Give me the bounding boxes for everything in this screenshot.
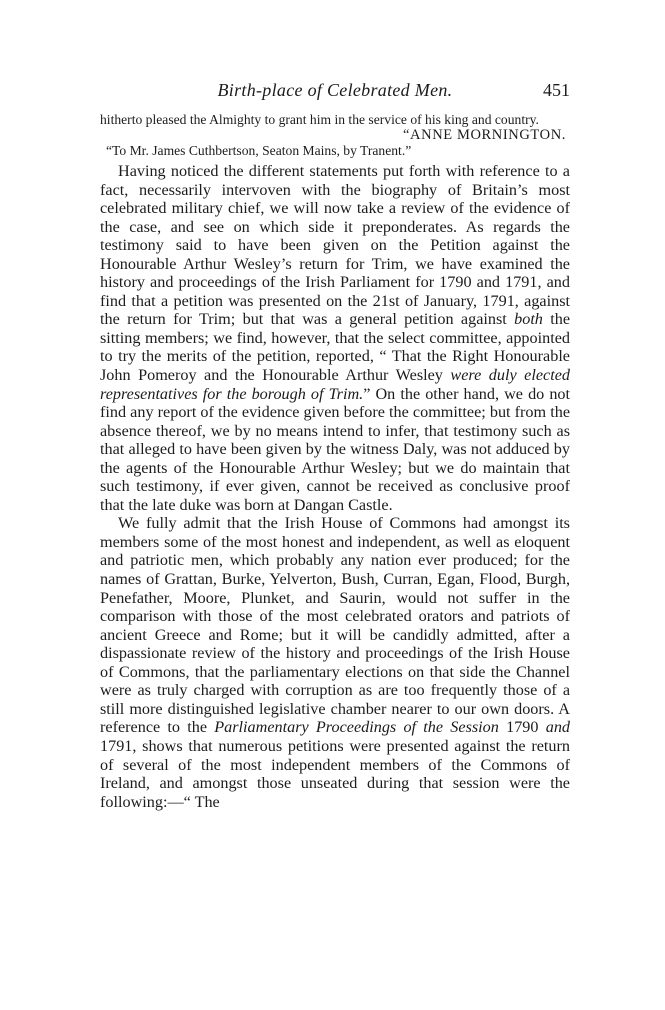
paragraph-1-italic-b: were duly elected representatives for the borough of Trim. — [100, 366, 570, 403]
running-head-title: Birth-place of Celebrated Men. — [217, 80, 453, 100]
paragraph-2-italic-a: Parliamentary Proceedings of the Session — [214, 718, 499, 737]
paragraph-2-text-b: 1790 — [498, 718, 546, 737]
paragraph-2-text-c: 1791, shows that numerous petitions were presented against the return of several of the most independent members of the Commons of Ireland, and amongst those unseated during that session were the following:—“ The — [100, 736, 570, 811]
running-head — [100, 80, 570, 104]
paragraph-1-text-b: the sitting members; we find, however, that the select committee, appointed to try the merits of the petition, reported, “ That the Right Honourable John Pomeroy and the Honourable Arthur Wesley — [100, 310, 571, 385]
paragraph-1-italic-a: both — [514, 310, 543, 329]
paragraph-1 — [100, 162, 570, 514]
paragraph-2-italic-b: and — [545, 718, 571, 737]
letter-closing-text: hitherto pleased the Almighty to grant him in the service of his king and country. — [100, 112, 539, 127]
letter-signature: “ANNE MORNINGTON. — [403, 127, 566, 143]
page-number: 451 — [543, 80, 570, 100]
paragraph-1-text-a: Having noticed the different statements put forth with reference to a fact, necessarily intervoven with the biography of Britain’s most celebrated military chief, we will now take a review of the evidence of the case, and see on which side it preponderates. As regards the testimony said to have been given on the Petition against the Honourable Arthur Wesley’s return for Trim, we have examined the history and proceedings of the Irish Parliament for 1790 and 1791, and find that a petition was presented on the 21st of January, 1791, against the return for Trim; but that was a general petition against — [100, 162, 570, 329]
page-body — [100, 113, 570, 811]
letter-address: “To Mr. James Cuthbertson, Seaton Mains, by Tranent.” — [106, 143, 412, 158]
paragraph-2-text-a: We fully admit that the Irish House of Commons had amongst its members some of the most honest and independent, as well as eloquent and patriotic men, which probably any nation ever produced; for the names of Grattan, Burke, Yelverton, Bush, Curran, Egan, Flood, Burgh, Penefather, Moore, Plunket, and Saurin, would not suffer in the comparison with those of the most celebrated orators and patriots of ancient Greece and Rome; but it will be candidly admitted, after a dispassionate review of the history and proceedings of the Irish House of Commons, that the parliamentary elections on that side the Channel were as truly charged with corruption as are too frequently those of a still more distinguished legislative chamber nearer to our own doors. A reference to the — [100, 514, 570, 737]
paragraph-1-text-c: ” On the other hand, we do not find any report of the evidence given before the committee; but from the absence thereof, we by no means intend to infer, that testimony such as that alleged to have been given by the witness Daly, was not adduced by the agents of the Honourable Arthur Wesley; but we do maintain that such testimony, if ever given, cannot be received as conclusive proof that the late duke was born at Dangan Castle. — [100, 384, 571, 514]
paragraph-2 — [100, 514, 570, 811]
